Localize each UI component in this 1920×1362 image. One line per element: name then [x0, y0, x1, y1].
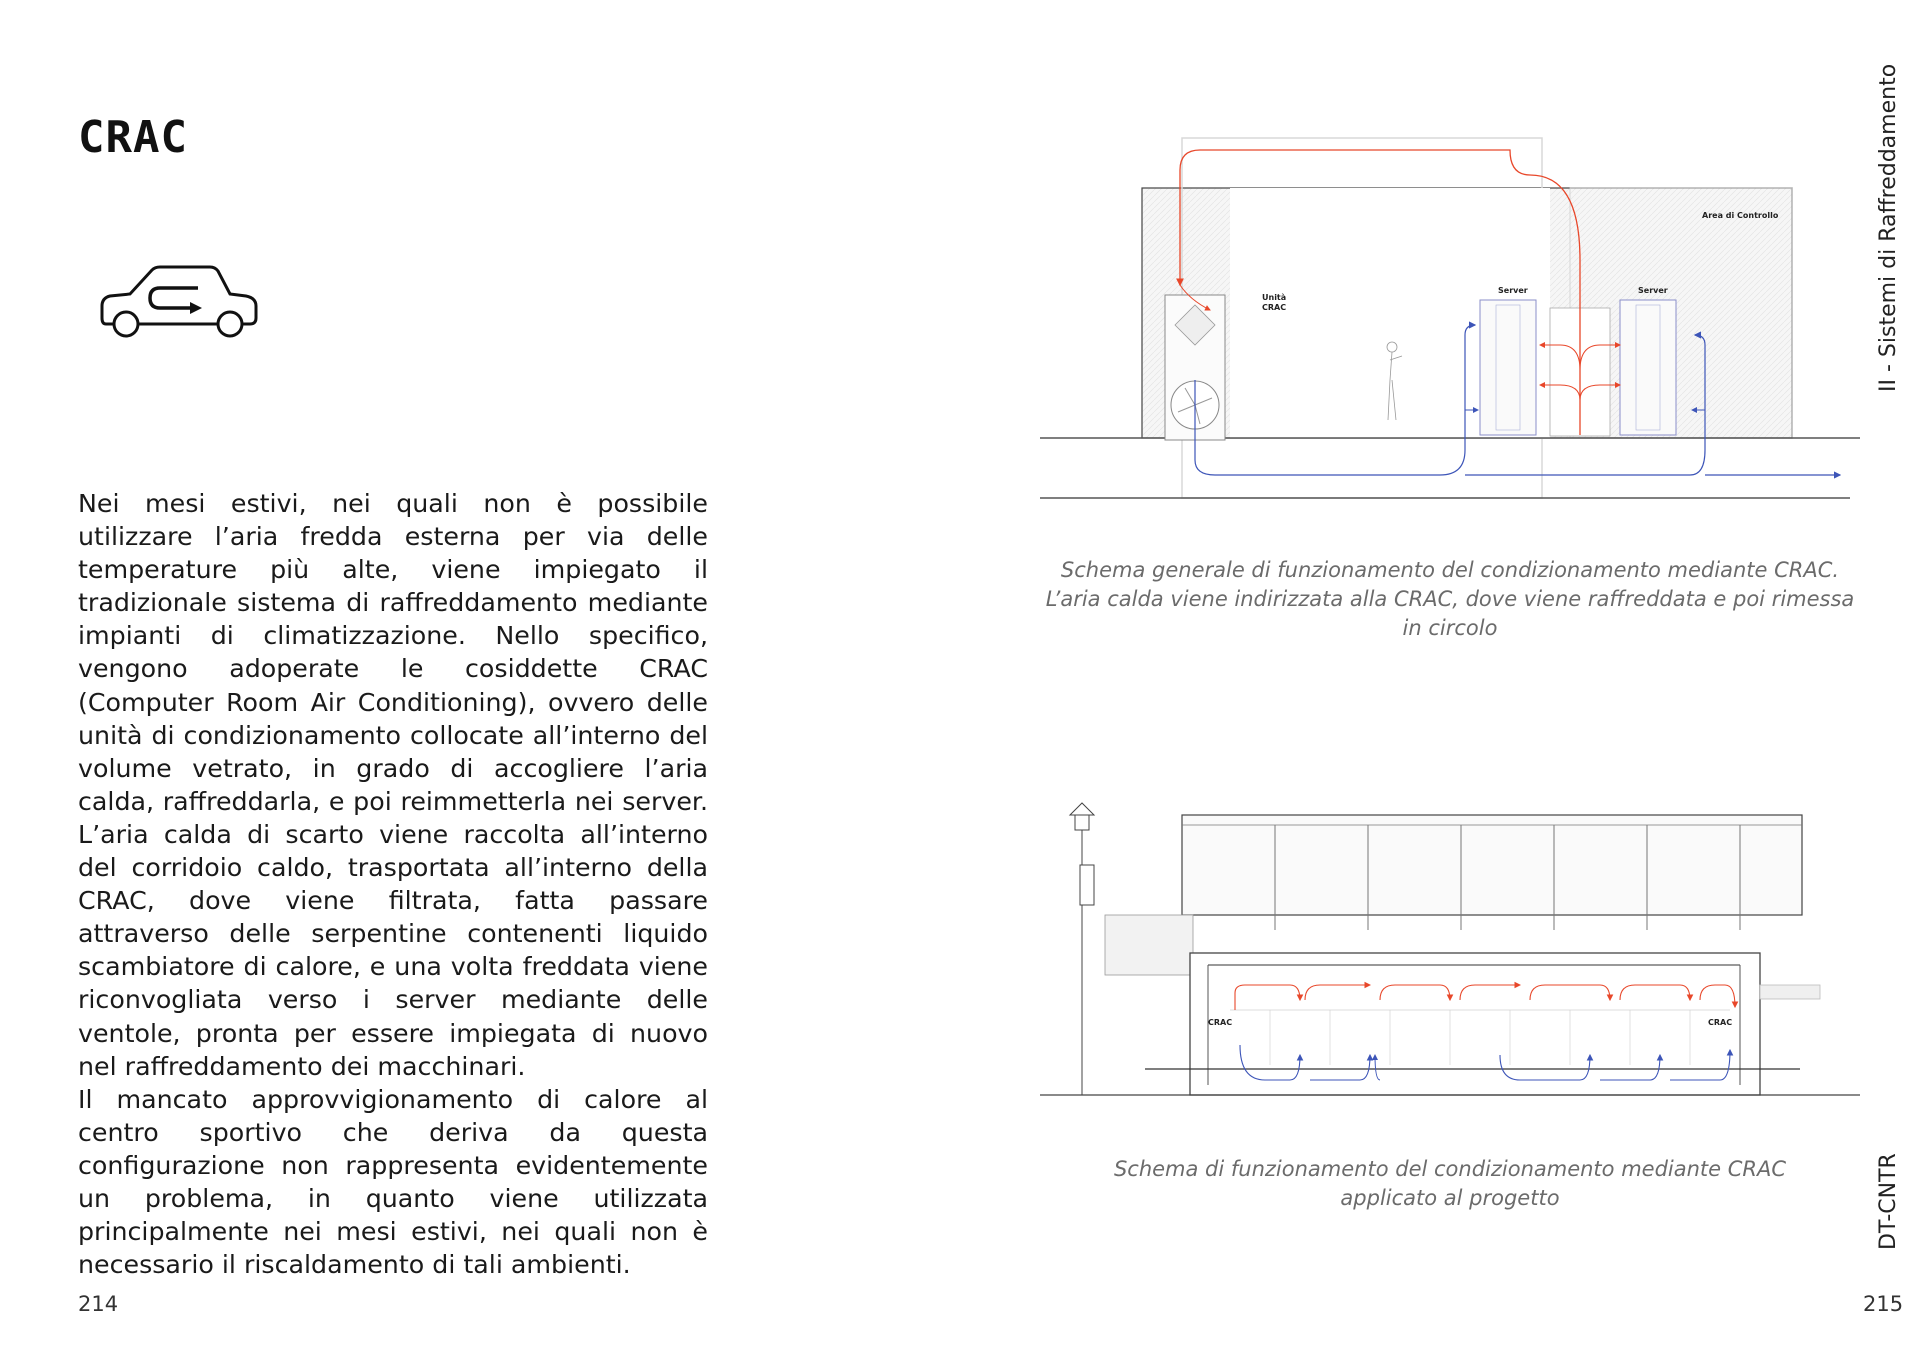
- paragraph-1: Nei mesi estivi, nei quali non è possibile utilizzare l’aria fredda esterna per via delle temperature più alte, viene impiegato il tradizionale sistema di raffreddamento mediante impianti di climatizzazione. Nello specifico, vengono adoperate le cosiddette CRAC (Computer Room Air Conditioning), ovvero delle unità di condizionamento collocate all’interno del volume vetrato, in grado di accogliere l’aria calda, raffreddarla, e poi reimmetterla nei server. L’aria calda di scarto viene raccolta all’interno del corridoio caldo, trasportata all’interno della CRAC, dove viene filtrata, fatta passare attraverso delle serpentine contenenti liquido scambiatore di calore, e una volta freddata viene riconvogliata verso i server mediante delle ventole, pronta per essere impiegata di nuovo nel raffreddamento dei macchinari.: [78, 489, 708, 1081]
- caption-2-line-1: Schema di funzionamento del condizionamento mediante CRAC: [1113, 1157, 1787, 1181]
- label-server-left: Server: [1498, 286, 1528, 295]
- crac-section-diagram: [1040, 130, 1860, 502]
- label-crac-unit-line1: Unità: [1262, 293, 1287, 302]
- label-crac-unit-line2: CRAC: [1262, 303, 1287, 312]
- label-crac-left: CRAC: [1208, 1018, 1233, 1027]
- car-air-recirculation-icon: [100, 262, 260, 342]
- caption-1-line-2: L’aria calda viene indirizzata alla CRAC, dove viene raffreddata e poi rimessa in circolo: [1045, 587, 1855, 640]
- crac-project-diagram: [1040, 785, 1860, 1105]
- label-crac-right: CRAC: [1708, 1018, 1733, 1027]
- page-title: CRAC: [78, 112, 188, 163]
- caption-diagram-1: [1040, 556, 1860, 643]
- chapter-side-label: II - Sistemi di Raffreddamento: [1876, 63, 1901, 392]
- caption-diagram-2: [1070, 1155, 1830, 1213]
- left-tower: [1070, 803, 1094, 1095]
- building-shell: [1040, 138, 1860, 498]
- label-server-right: Server: [1638, 286, 1668, 295]
- upper-hall: [1105, 815, 1802, 975]
- page-number-right: 215: [1863, 1292, 1904, 1316]
- label-control-area: Area di Controllo: [1702, 211, 1779, 220]
- page-number-left: 214: [78, 1292, 119, 1316]
- caption-2-line-2: applicato al progetto: [1340, 1186, 1560, 1210]
- project-code-side-label: DT-CNTR: [1876, 1153, 1901, 1250]
- paragraph-2: Il mancato approvvigionamento di calore al centro sportivo che deriva da questa configurazione non rappresenta evidentemente un problema, in quanto viene utilizzata principalmente nei mesi estivi, nei quali non è necessario il riscaldamento di tali ambienti.: [78, 1084, 708, 1280]
- server-racks: [1480, 300, 1676, 436]
- caption-1-line-1: Schema generale di funzionamento del condizionamento mediante CRAC.: [1060, 558, 1840, 582]
- body-text: [78, 487, 708, 1281]
